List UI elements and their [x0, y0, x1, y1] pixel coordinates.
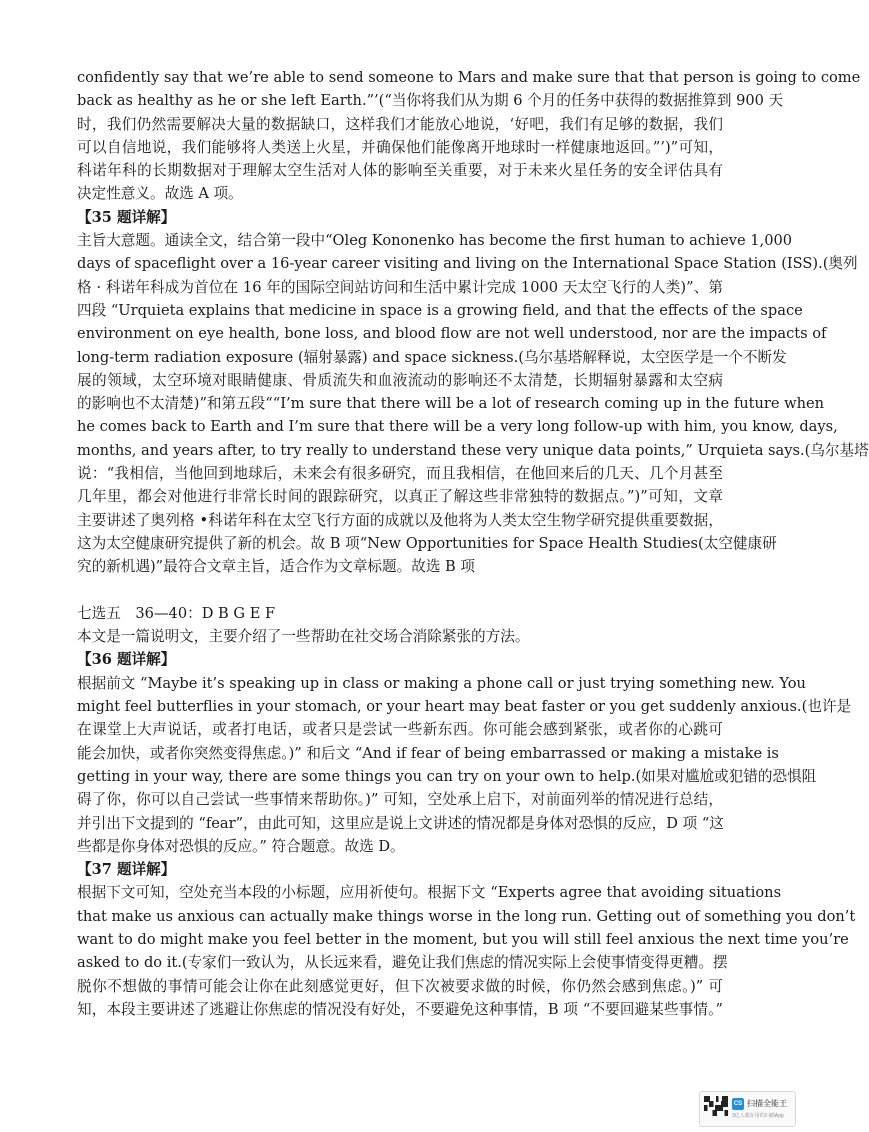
text-line: days of spaceflight over a 16-year career visiting and living on the International Space Station (ISS).(奥列	[77, 255, 858, 273]
text-line: 本文是一篇说明文，主要介绍了一些帮助在社交场合消除紧张的方法。	[77, 628, 530, 646]
text-line: 究的新机遇)”最符合文章主旨，适合作为文章标题。故选 B 项	[77, 558, 476, 576]
text-line: environment on eye health, bone loss, and blood flow are not well understood, nor are the impacts of	[77, 325, 827, 343]
text-line: that make us anxious can actually make things worse in the long run. Getting out of something you don’t	[77, 907, 856, 925]
text-line: he comes back to Earth and I’m sure that there will be a very long follow-up with him, you know, days,	[77, 418, 838, 436]
text-line: long-term radiation exposure (辐射暴露) and space sickness.(乌尔基塔解释说，太空医学是一个不断发	[77, 348, 787, 366]
paragraph-gap	[77, 579, 723, 602]
text-line: confidently say that we’re able to send someone to Mars and make sure that that person is going to come	[77, 69, 861, 86]
text-line: 脱你不想做的事情可能会让你在此刻感觉更好，但下次被要求做的时候，你仍然会感到焦虑。)” 可	[77, 977, 723, 995]
section-heading-37: 【37 题详解】	[77, 861, 176, 879]
text-line: 决定性意义。故选 A 项。	[77, 185, 243, 203]
text-line: 说：“我相信，当他回到地球后，未来会有很多研究，而且我相信，在他回来后的几天、几个月甚至	[77, 465, 723, 483]
text-line: 并引出下文提到的 “fear”，由此可知，这里应是说上文讲述的情况都是身体对恐惧的反应，D 项 “这	[77, 814, 724, 832]
text-line: 可以自信地说，我们能够将人类送上火星，并确保他们能像离开地球时一样健康地返回。”’)”可知，	[77, 138, 723, 156]
text-line: 这为太空健康研究提供了新的机会。故 B 项“New Opportunities for Space Health Studies(太空健康研	[77, 534, 777, 552]
text-line: 几年里，都会对他进行非常长时间的跟踪研究，以真正了解这些非常独特的数据点。”)”可知，文章	[77, 488, 723, 506]
text-line: 时，我们仍然需要解决大量的数据缺口，这样我们才能放心地说，‘好吧，我们有足够的数据，我们	[77, 115, 723, 133]
section-heading-36: 【36 题详解】	[77, 651, 176, 669]
text-line: 科诺年科的长期数据对于理解太空生活对人体的影响至关重要，对于未来火星任务的安全评估具有	[77, 162, 723, 180]
text-line: 在课堂上大声说话，或者打电话，或者只是尝试一些新东西。你可能会感到紧张，或者你的心跳可	[77, 721, 723, 739]
brand-name: 扫描全能王	[747, 1099, 787, 1108]
qr-code-icon	[704, 1096, 728, 1120]
text-line: back as healthy as he or she left Earth.”’(“当你将我们从为期 6 个月的任务中获得的数据推算到 900 天	[77, 92, 784, 110]
text-line: want to do might make you feel better in the moment, but you will still feel anxious the next time you’re	[77, 930, 849, 948]
text-line: 知，本段主要讲述了逃避让你焦虑的情况没有好处，不要避免这种事情，B 项 “不要回避某些事情。”	[77, 1000, 723, 1018]
text-line: 主要讲述了奥列格 •科诺年科在太空飞行方面的成就以及他将为人类太空生物学研究提供重要数据，	[77, 511, 723, 529]
text-line: 根据前文 “Maybe it’s speaking up in class or making a phone call or just trying something new. You	[77, 674, 806, 692]
section-answer-key: 七选五 36—40：D B G E F	[77, 604, 276, 622]
text-line: 碍了你，你可以自己尝试一些事情来帮助你。)” 可知，空处承上启下，对前面列举的情况进行总结，	[77, 791, 723, 809]
text-line: 根据下文可知，空处充当本段的小标题，应用祈使句。根据下文 “Experts agree that avoiding situations	[77, 884, 782, 902]
text-line: 主旨大意题。通读全文，结合第一段中“Oleg Kononenko has become the first human to achieve 1,000	[77, 232, 793, 250]
text-line: months, and years after, to try really to understand these very unique data points,” Urquieta says.(乌尔基塔	[77, 441, 869, 459]
text-line: asked to do it.(专家们一致认为，从长远来看，避免让我们焦虑的情况实际上会使事情变得更糟。摆	[77, 954, 728, 972]
document-page	[77, 66, 869, 1021]
text-line: 四段 “Urquieta explains that medicine in space is a growing field, and that the effects of the space	[77, 301, 803, 319]
brand-tagline: 3亿人都在用的扫描App	[732, 1113, 784, 1119]
text-line: 能会加快，或者你突然变得焦虑。)” 和后文 “And if fear of being embarrassed or making a mistake is	[77, 744, 779, 762]
section-heading-35: 【35 题详解】	[77, 208, 176, 226]
text-line: 些都是你身体对恐惧的反应。” 符合题意。故选 D。	[77, 837, 405, 855]
text-line: 格 · 科诺年科成为首位在 16 年的国际空间站访问和生活中累计完成 1000 天太空飞行的人类)”、第	[77, 278, 723, 296]
scanner-watermark-logo	[699, 1091, 796, 1127]
text-line: 展的领域，太空环境对眼睛健康、骨质流失和血液流动的影响还不太清楚，长期辐射暴露和太空病	[77, 371, 723, 389]
text-line: 的影响也不太清楚)”和第五段““I’m sure that there will be a lot of research coming up in the future when	[77, 395, 825, 413]
brand-badge-icon: CS	[732, 1098, 744, 1110]
text-line: might feel butterflies in your stomach, or your heart may beat faster or you get suddenly anxious.(也许是	[77, 698, 852, 716]
text-line: getting in your way, there are some things you can try on your own to help.(如果对尴尬或犯错的恐惧阻	[77, 767, 817, 785]
